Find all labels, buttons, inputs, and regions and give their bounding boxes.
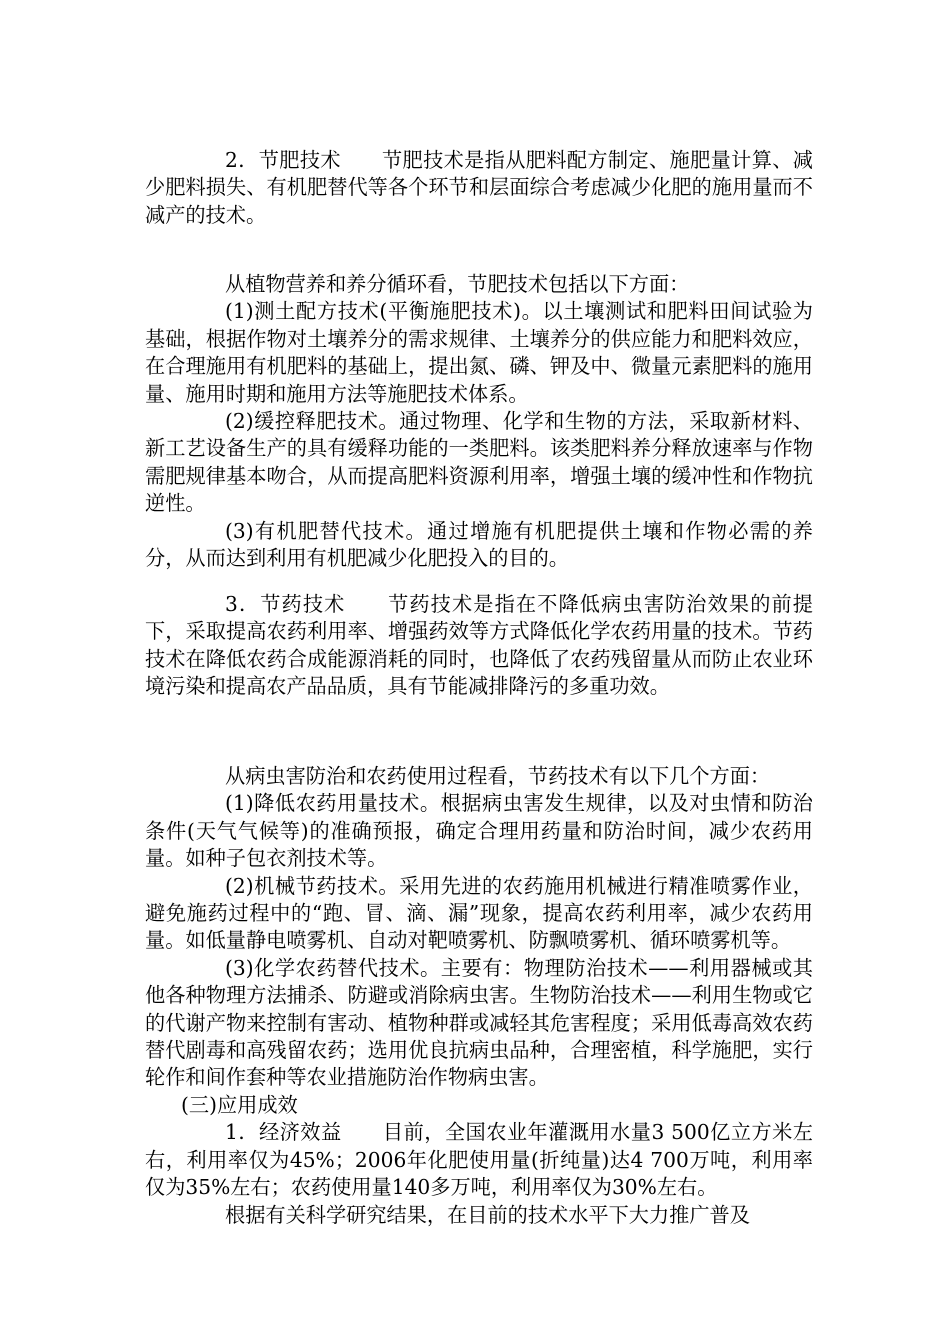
paragraph-controlled-release-fertilizer: (2)缓控释肥技术。通过物理、化学和生物的方法，采取新材料、新工艺设备生产的具有缓释功能的一类肥料。该类肥料养分释放速率与作物需肥规律基本吻合，从而提高肥料资源利用率，增强土壤的缓冲性和作物抗逆性。 (145, 409, 813, 516)
fertilizer-saving-section (145, 147, 813, 229)
paragraph-chemical-pesticide-substitution: (3)化学农药替代技术。主要有：物理防治技术——利用器械或其他各种物理方法捕杀、防避或消除病虫害。生物防治技术——利用生物或它的代谢产物来控制有害动、植物种群或减轻其危害程度；采用低毒高效农药替代剧毒和高残留农药；选用优良抗病虫品种，合理密植，科学施肥，实行轮作和间作套种等农业措施防治作物病虫害。 (145, 955, 813, 1090)
paragraph-fertilizer-methods-lead: 从植物营养和养分循环看，节肥技术包括以下方面： (225, 272, 690, 296)
section-heading-application-results: (三)应用成效 (181, 1092, 298, 1117)
paragraph-organic-fertilizer-substitution: (3)有机肥替代技术。通过增施有机肥提供土壤和作物必需的养分，从而达到利用有机肥减少化肥投入的目的。 (145, 518, 813, 571)
pesticide-saving-section (145, 591, 813, 701)
paragraph-research-results: 根据有关科学研究结果，在目前的技术水平下大力推广普及 (225, 1202, 750, 1227)
paragraph-economic-benefits: 1．经济效益 目前，全国农业年灌溉用水量3 500亿立方米左右，利用率仅为45%；2006年化肥使用量(折纯量)达4 700万吨，利用率仅为35%左右；农药使用量140多万吨，利用率仅为30%左右。 (145, 1120, 813, 1200)
pesticide-saving-methods (145, 763, 813, 1229)
paragraph-pesticide-saving-intro: 3．节药技术 节药技术是指在不降低病虫害防治效果的前提下，采取提高农药利用率、增强药效等方式降低化学农药用量的技术。节药技术在降低农药合成能源消耗的同时，也降低了农药残留量从而防止农业环境污染和提高农产品品质，具有节能减排降污的多重功效。 (145, 592, 813, 699)
paragraph-mechanical-pesticide-saving: (2)机械节药技术。采用先进的农药施用机械进行精准喷雾作业，避免施药过程中的“跑、冒、滴、漏”现象，提高农药利用率，减少农药用量。如低量静电喷雾机、自动对靶喷雾机、防飘喷雾机、循环喷雾机等。 (145, 873, 813, 953)
paragraph-pesticide-methods-lead: 从病虫害防治和农药使用过程看，节药技术有以下几个方面： (225, 764, 771, 788)
paragraph-soil-testing-formula: (1)测土配方技术(平衡施肥技术)。以土壤测试和肥料田间试验为基础，根据作物对土壤养分的需求规律、土壤养分的供应能力和肥料效应，在合理施用有机肥料的基础上，提出氮、磷、钾及中、微量元素肥料的施用量、施用时期和施用方法等施肥技术体系。 (145, 299, 813, 406)
paragraph-fertilizer-saving-intro: 2．节肥技术 节肥技术是指从肥料配方制定、施肥量计算、减少肥料损失、有机肥替代等各个环节和层面综合考虑减少化肥的施用量而不减产的技术。 (145, 148, 813, 227)
fertilizer-saving-methods (145, 271, 813, 572)
paragraph-reduce-pesticide-dosage: (1)降低农药用量技术。根据病虫害发生规律，以及对虫情和防治条件(天气气候等)的准确预报，确定合理用药量和防治时间，减少农药用量。如种子包衣剂技术等。 (145, 791, 813, 871)
